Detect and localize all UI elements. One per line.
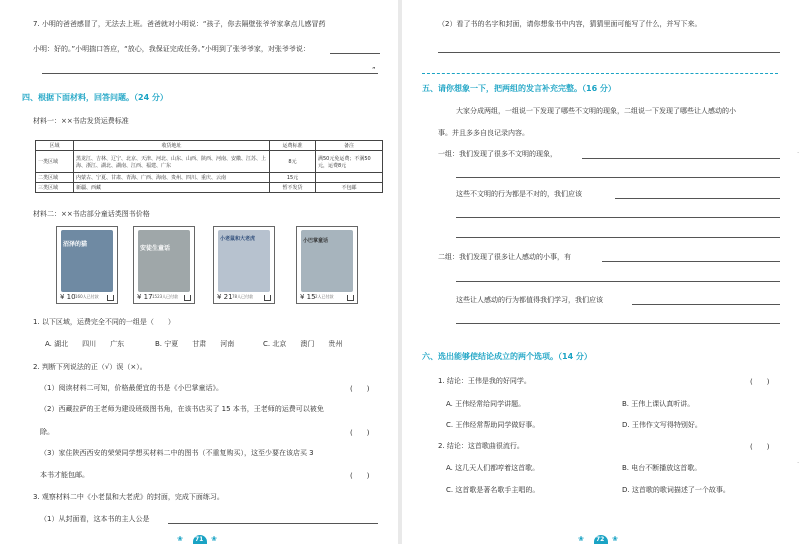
group1-prompt: 一组：我们发现了很多不文明的现象， bbox=[438, 150, 557, 158]
q3-2-answer-line[interactable] bbox=[438, 52, 780, 53]
cart-icon[interactable] bbox=[107, 295, 114, 301]
book-price: ¥ 10 bbox=[60, 293, 76, 301]
table-cell: 内蒙古、宁夏、甘肃、青海、广西、海南、贵州、四川、重庆、云南 bbox=[74, 173, 270, 183]
book-title: 小老鼠和大老虎 bbox=[220, 236, 256, 242]
page-number: 71 bbox=[195, 536, 204, 543]
c1-text: 1. 结论：王伟是我的好同学。 bbox=[438, 377, 531, 385]
q3-text: 3. 观察材料二中《小老鼠和大老虎》的封面，完成下面练习。 bbox=[33, 493, 224, 501]
book-price: ¥ 21 bbox=[217, 293, 233, 301]
c2-option-b[interactable]: B. 电台不断播放这首歌。 bbox=[622, 464, 702, 472]
table-cell: 暂不发货 bbox=[270, 183, 316, 193]
group1-answer-line-1[interactable] bbox=[582, 158, 780, 159]
book-price: ¥ 17 bbox=[137, 293, 153, 301]
table-row bbox=[36, 183, 383, 193]
group2-answer-line-4[interactable] bbox=[456, 323, 780, 324]
table-header: 运费标准 bbox=[270, 141, 316, 151]
table-cell: 一类区域 bbox=[36, 151, 74, 173]
c1-answer[interactable]: ( ) bbox=[750, 378, 770, 386]
left-page: 7. 小明的爸爸感冒了，无法去上班。爸爸就对小明说：“孩子，你去隔壁张爷爷家拿点儿感冒药 小明：好的。”小明揣口答应，“放心，我保证完成任务。”小明到了张爷爷家，对张爷爷说： ” 四、根据下面材料，回答问题。（24 分） 材料一：××书店发货运费标准 区域 收货地址 运费标准 备注 一类区域 黑龙江、吉林、辽宁、北京、天津、河北、山东、山西、陕西、河南、安徽、江苏、上海、浙江、湖北、湖南、江西、福建、广东 8元 满50元免运费；不满50元，运费8元 二类区域 内蒙古、宁夏、甘肃、青海、广西、海南、贵州、四川、重庆、云南 15元 三类区域 新疆、西藏 暂不发货 不包邮 材料二：××书店部分童话类图书价格 沼泽的猫 ¥ 10 160人已付款 安徒生童话 ¥ 17 1523人已付款 小老鼠和大老虎 ¥ 21 78人已付款 小巴掌童话 ¥ 15 2人已付款 1. 以下区域，运费完全不同的一组是（ ） A. 湖北 四川 广东 B. 宁夏 甘肃 河南 C. 北京 澳门 贵州 2. 判断下列说法的正（√）误（×）。 （1）阅读材料二可知，价格最便宜的书是《小巴掌童话》。 ( ) （2）西藏拉萨的王老师为建设班级图书角，在该书店买了 15 本书，王老师的运费可以被免 除。 ( ) （3）家住陕西西安的荣荣同学想买材料二中的图书（不重复购买），这至少要在该店买 3 本书才能包邮。 ( ) 3. 观察材料二中《小老鼠和大老虎》的封面，完成下面练习。 （1）从封面看，这本书的主人公是 ❀ 71 ❀ bbox=[0, 0, 398, 544]
page-number: 72 bbox=[596, 536, 605, 543]
table-cell: 二类区域 bbox=[36, 173, 74, 183]
q1-option-c[interactable]: C. 北京 澳门 贵州 bbox=[263, 340, 343, 348]
c1-option-a[interactable]: A. 王伟经常给同学讲题。 bbox=[446, 400, 526, 408]
book-price: ¥ 15 bbox=[300, 293, 316, 301]
group2-answer-line-2[interactable] bbox=[456, 281, 780, 282]
q2-item2b: 除。 bbox=[40, 428, 54, 436]
table-cell bbox=[316, 173, 383, 183]
book-sales: 2人已付款 bbox=[315, 294, 334, 299]
c2-option-a[interactable]: A. 这几天人们都哼着这首歌。 bbox=[446, 464, 540, 472]
book-title: 小巴掌童话 bbox=[303, 238, 329, 244]
group2-answer-line-3[interactable] bbox=[632, 304, 780, 305]
group1-answer-line-5[interactable] bbox=[456, 237, 780, 238]
book-sales: 78人已付款 bbox=[232, 294, 254, 299]
book-title: 安徒生童话 bbox=[140, 245, 171, 252]
section-5-title: 五、请你想象一下，把两组的发言补充完整。（16 分） bbox=[422, 84, 616, 93]
c2-option-d[interactable]: D. 这首歌的歌词描述了一个故事。 bbox=[622, 486, 730, 494]
book-sales: 1523人已付款 bbox=[152, 294, 179, 299]
cart-icon[interactable] bbox=[264, 295, 271, 301]
section-5-intro-2: 事。并且多多自良记录内容。 bbox=[438, 129, 529, 137]
q2-item1: （1）阅读材料二可知，价格最便宜的书是《小巴掌童话》。 bbox=[40, 384, 223, 392]
q3-2-text: （2）看了书的名字和封面，请你想象书中内容，猜猜里面可能写了什么，并写下来。 bbox=[438, 20, 702, 28]
table-header: 区域 bbox=[36, 141, 74, 151]
q2-text: 2. 判断下列说法的正（√）误（×）。 bbox=[33, 363, 147, 371]
table-cell: 黑龙江、吉林、辽宁、北京、天津、河北、山东、山西、陕西、河南、安徽、江苏、上海、浙江、湖北、湖南、江西、福建、广东 bbox=[74, 151, 270, 173]
table-cell: 三类区域 bbox=[36, 183, 74, 193]
section-6-title: 六、选出能够使结论成立的两个选项。（14 分） bbox=[422, 352, 592, 361]
cart-icon[interactable] bbox=[184, 295, 191, 301]
q7-line2: 小明：好的。”小明揣口答应，“放心，我保证完成任务。”小明到了张爷爷家，对张爷爷说： bbox=[33, 45, 310, 53]
book-card[interactable] bbox=[213, 226, 275, 304]
book-sales: 160人已付款 bbox=[75, 294, 99, 299]
cart-icon[interactable] bbox=[347, 295, 354, 301]
shipping-rate-table bbox=[35, 140, 383, 193]
book-cover bbox=[138, 230, 190, 292]
group1-answer-line-4[interactable] bbox=[456, 217, 780, 218]
table-header: 备注 bbox=[316, 141, 383, 151]
group2-prompt-2: 这些让人感动的行为都值得我们学习，我们应该 bbox=[456, 296, 603, 304]
c1-option-c[interactable]: C. 王伟经常帮助同学做好事。 bbox=[446, 421, 540, 429]
book-card[interactable] bbox=[56, 226, 118, 304]
table-cell: 15元 bbox=[270, 173, 316, 183]
c2-answer[interactable]: ( ) bbox=[750, 443, 770, 451]
right-page: （2）看了书的名字和封面，请你想象书中内容，猜猜里面可能写了什么，并写下来。 五、请你想象一下，把两组的发言补充完整。（16 分） 大家分成两组，一组说一下发现了哪些不文明的现象，二组说一下发现了哪些让人感动的小 事。并且多多自良记录内容。 一组：我们发现了很多不文明的现象， 这些不文明的行为都是不对的，我们应该 二组：我们发现了很多让人感动的小事，有 这些让人感动的行为都值得我们学习，我们应该 六、选出能够使结论成立的两个选项。（14 分） 1. 结论：王伟是我的好同学。 ( ) A. 王伟经常给同学讲题。 B. 王伟上课认真听讲。 C. 王伟经常帮助同学做好事。 D. 王伟作文写得特别好。 2. 结论：这首歌曲很流行。 ( ) A. 这几天人们都哼着这首歌。 B. 电台不断播放这首歌。 C. 这首歌是著名歌手主唱的。 D. 这首歌的歌词描述了一个故事。 · · ❀ 72 ❀ bbox=[402, 0, 800, 544]
q3-1-answer-line[interactable] bbox=[168, 523, 378, 524]
table-cell: 新疆、西藏 bbox=[74, 183, 270, 193]
book-card[interactable] bbox=[133, 226, 195, 304]
q2-item2a: （2）西藏拉萨的王老师为建设班级图书角，在该书店买了 15 本书，王老师的运费可以被免 bbox=[40, 405, 324, 413]
table-header-row bbox=[36, 141, 383, 151]
material2-title: 材料二：××书店部分童话类图书价格 bbox=[33, 210, 150, 218]
q7-line1: 7. 小明的爸爸感冒了，无法去上班。爸爸就对小明说：“孩子，你去隔壁张爷爷家拿点儿感冒药 bbox=[33, 20, 326, 28]
q3-1-text: （1）从封面看，这本书的主人公是 bbox=[40, 515, 150, 523]
q7-answer-line-2[interactable] bbox=[42, 73, 378, 74]
group1-answer-line-3[interactable] bbox=[615, 198, 780, 199]
c2-option-c[interactable]: C. 这首歌是著名歌手主唱的。 bbox=[446, 486, 540, 494]
book-title: 沼泽的猫 bbox=[63, 241, 88, 248]
section-4-title: 四、根据下面材料，回答问题。（24 分） bbox=[22, 93, 168, 102]
section-separator bbox=[422, 73, 778, 74]
table-cell: 8元 bbox=[270, 151, 316, 173]
group2-answer-line-1[interactable] bbox=[602, 261, 780, 262]
q1-option-b[interactable]: B. 宁夏 甘肃 河南 bbox=[155, 340, 235, 348]
q2-item3-answer[interactable]: ( ) bbox=[350, 472, 370, 480]
group2-prompt: 二组：我们发现了很多让人感动的小事，有 bbox=[438, 253, 571, 261]
book-card[interactable] bbox=[296, 226, 358, 304]
table-row bbox=[36, 151, 383, 173]
group1-prompt-2: 这些不文明的行为都是不对的，我们应该 bbox=[456, 190, 582, 198]
table-row bbox=[36, 173, 383, 183]
c1-option-b[interactable]: B. 王伟上课认真听讲。 bbox=[622, 400, 695, 408]
group1-answer-line-2[interactable] bbox=[456, 177, 780, 178]
q1-option-a[interactable]: A. 湖北 四川 广东 bbox=[45, 340, 125, 348]
q2-item3a: （3）家住陕西西安的荣荣同学想买材料二中的图书（不重复购买），这至少要在该店买 3 bbox=[40, 449, 314, 457]
c2-text: 2. 结论：这首歌曲很流行。 bbox=[438, 442, 524, 450]
material1-title: 材料一：××书店发货运费标准 bbox=[33, 117, 129, 125]
c1-option-d[interactable]: D. 王伟作文写得特别好。 bbox=[622, 421, 702, 429]
table-cell: 满50元免运费；不满50元，运费8元 bbox=[316, 151, 383, 173]
q2-item3b: 本书才能包邮。 bbox=[40, 471, 89, 479]
q7-answer-line-1[interactable] bbox=[330, 53, 380, 54]
q2-item1-answer[interactable]: ( ) bbox=[350, 385, 370, 393]
table-cell: 不包邮 bbox=[316, 183, 383, 193]
table-header: 收货地址 bbox=[74, 141, 270, 151]
section-5-intro-1: 大家分成两组，一组说一下发现了哪些不文明的现象，二组说一下发现了哪些让人感动的小 bbox=[456, 107, 736, 115]
q2-item2-answer[interactable]: ( ) bbox=[350, 429, 370, 437]
q1-text: 1. 以下区域，运费完全不同的一组是（ ） bbox=[33, 318, 175, 326]
